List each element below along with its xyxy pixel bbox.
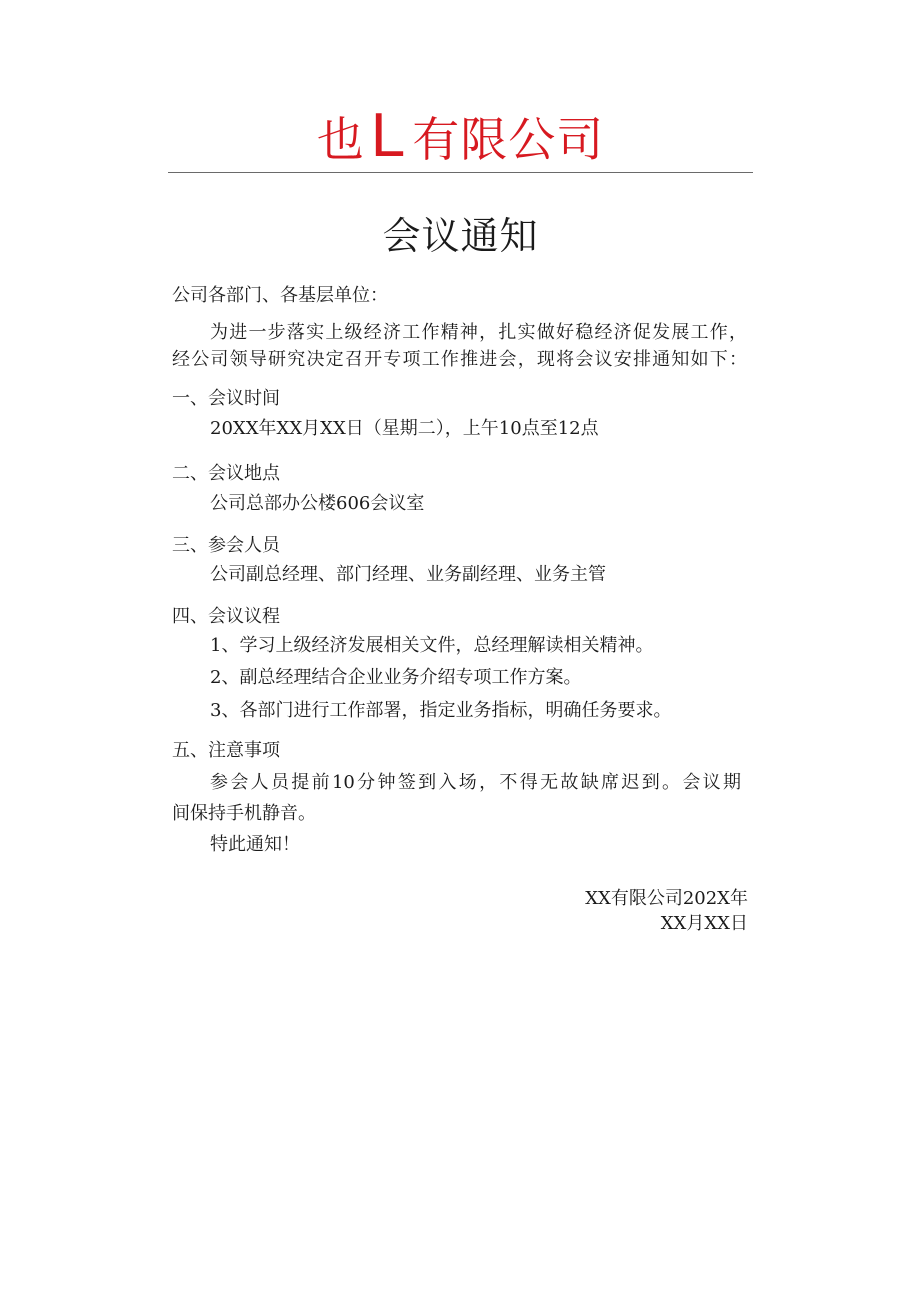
letterhead-divider	[168, 172, 753, 173]
intro-line-1: 为进一步落实上级经济工作精神，扎实做好稳经济促发展工作，	[210, 322, 747, 343]
signature-company-year: XX有限公司202X年	[585, 888, 748, 909]
letterhead-company-suffix: 有限公司	[412, 113, 605, 168]
signature-date: XX月XX日	[660, 913, 748, 934]
letterhead-char: 也	[316, 113, 365, 168]
section-notes-heading: 五、注意事项	[172, 740, 280, 761]
company-letterhead	[168, 101, 753, 173]
notes-line-1: 参会人员提前10分钟签到入场，不得无故缺席迟到。会议期	[210, 772, 741, 793]
closing-remark: 特此通知！	[210, 834, 300, 855]
section-place-heading: 二、会议地点	[172, 463, 280, 484]
section-agenda-heading: 四、会议议程	[172, 606, 280, 627]
section-attendees-heading: 三、参会人员	[172, 535, 280, 556]
agenda-item-3: 3、各部门进行工作部署，指定业务指标，明确任务要求。	[210, 700, 672, 721]
document-title: 会议通知	[382, 214, 539, 258]
section-attendees-content: 公司副总经理、部门经理、业务副经理、业务主管	[210, 564, 606, 585]
section-place-content: 公司总部办公楼606会议室	[210, 493, 425, 514]
intro-line-2: 经公司领导研究决定召开专项工作推进会，现将会议安排通知如下：	[172, 349, 747, 370]
agenda-item-2: 2、副总经理结合企业业务介绍专项工作方案。	[210, 667, 582, 688]
section-time-heading: 一、会议时间	[172, 388, 280, 409]
letterhead-letter: L	[370, 101, 407, 170]
section-time-content: 20XX年XX月XX日（星期二），上午10点至12点	[210, 418, 599, 439]
notes-line-2: 间保持手机静音。	[172, 803, 316, 824]
salutation: 公司各部门、各基层单位：	[172, 285, 388, 306]
agenda-item-1: 1、学习上级经济发展相关文件，总经理解读相关精神。	[210, 635, 654, 656]
